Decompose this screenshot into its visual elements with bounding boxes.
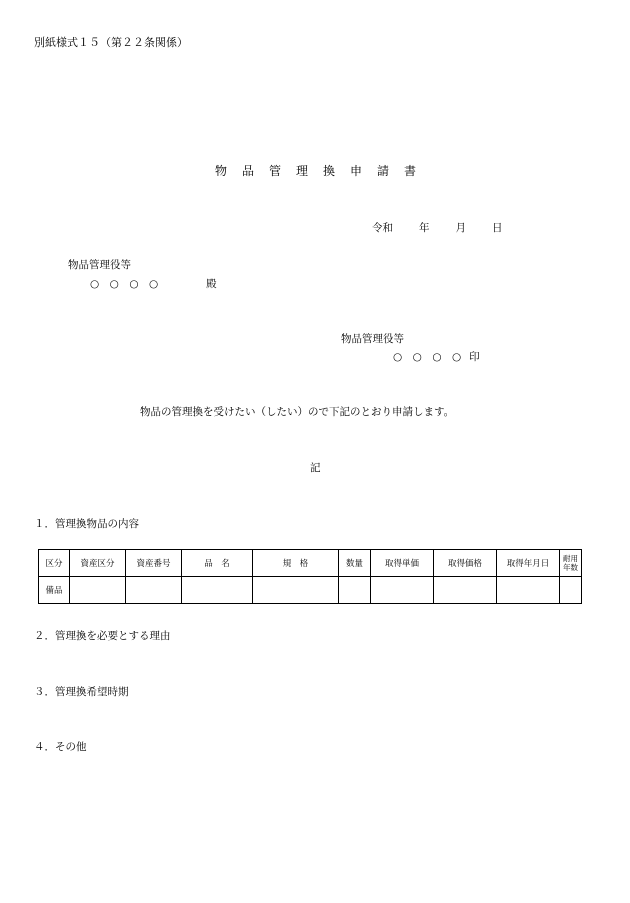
- cell-acquisition-price[interactable]: [434, 577, 497, 604]
- item-table: [38, 549, 582, 604]
- form-code: 別紙様式１５（第２２条関係）: [34, 36, 188, 49]
- cell-spec[interactable]: [253, 577, 339, 604]
- table-header-row: [39, 550, 582, 577]
- section-timing-heading: ３．管理換希望時期: [34, 686, 129, 698]
- addressee-name: ○ ○ ○ ○: [90, 278, 159, 290]
- applicant-line: [393, 349, 480, 364]
- cell-asset-category[interactable]: [70, 577, 126, 604]
- date-month-label: 月: [455, 222, 466, 234]
- header-asset-category: 資産区分: [70, 550, 126, 577]
- header-asset-number: 資産番号: [126, 550, 182, 577]
- ki-heading: 記: [310, 462, 321, 474]
- header-item-name: 品 名: [182, 550, 253, 577]
- cell-quantity[interactable]: [339, 577, 371, 604]
- section-contents-heading: １．管理換物品の内容: [34, 518, 139, 530]
- header-acquisition-date: 取得年月日: [497, 550, 560, 577]
- date-line: [372, 220, 503, 235]
- date-era: 令和: [372, 222, 393, 234]
- cell-acquisition-date[interactable]: [497, 577, 560, 604]
- table-row: [39, 577, 582, 604]
- applicant-role: 物品管理役等: [341, 333, 404, 345]
- header-quantity: 数量: [339, 550, 371, 577]
- date-year-label: 年: [419, 222, 430, 234]
- section-reason-heading: ２．管理換を必要とする理由: [34, 630, 171, 642]
- section-other-heading: ４．その他: [34, 741, 87, 753]
- addressee-role: 物品管理役等: [68, 259, 131, 271]
- header-category: 区分: [39, 550, 70, 577]
- cell-useful-life[interactable]: [560, 577, 582, 604]
- document-title: 物品管理換申請書: [215, 164, 432, 178]
- applicant-seal: 印: [469, 351, 480, 363]
- request-text: 物品の管理換を受けたい（したい）ので下記のとおり申請します。: [140, 406, 455, 418]
- header-useful-life: 耐用年数: [560, 550, 582, 577]
- cell-category: 備品: [39, 577, 70, 604]
- addressee-line: [90, 276, 217, 291]
- header-spec: 規 格: [253, 550, 339, 577]
- applicant-name: ○ ○ ○ ○: [393, 351, 462, 363]
- addressee-honorific: 殿: [206, 278, 217, 290]
- cell-unit-price[interactable]: [371, 577, 434, 604]
- cell-item-name[interactable]: [182, 577, 253, 604]
- cell-asset-number[interactable]: [126, 577, 182, 604]
- header-acquisition-price: 取得価格: [434, 550, 497, 577]
- header-unit-price: 取得単価: [371, 550, 434, 577]
- date-day-label: 日: [492, 222, 503, 234]
